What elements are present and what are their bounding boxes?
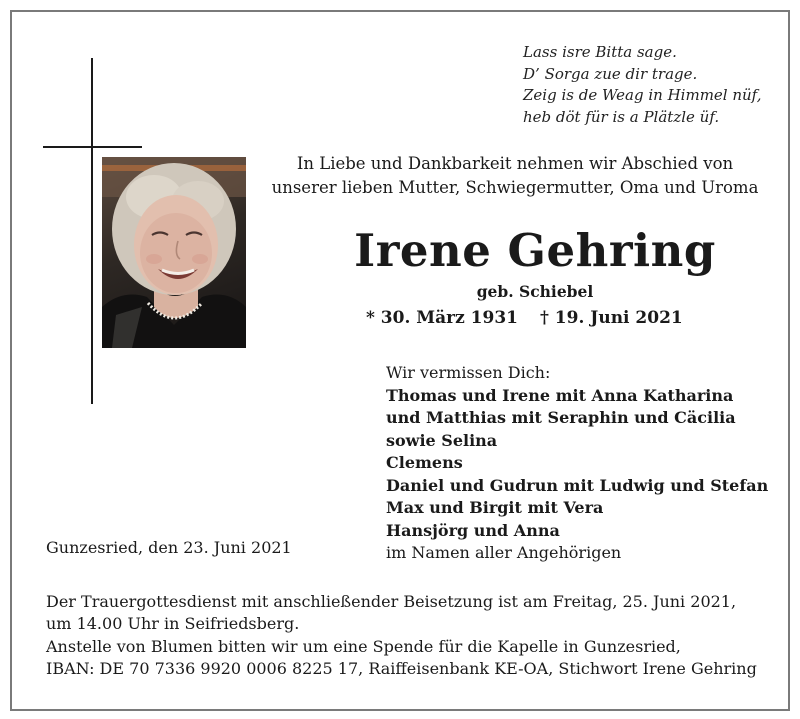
mourners-closing: im Namen aller Angehörigen bbox=[386, 543, 622, 562]
footer-line: Der Trauergottesdienst mit anschließender Beisetzung ist am Freitag, 25. Juni 2021, bbox=[46, 592, 737, 611]
mourner-line: Hansjörg und Anna bbox=[386, 520, 560, 540]
mourner-line: sowie Selina bbox=[386, 430, 498, 450]
mourner-line: Max und Birgit mit Vera bbox=[386, 498, 604, 517]
poem-line: D’ Sorga zue dir trage. bbox=[523, 64, 698, 83]
mourners-heading: Wir vermissen Dich: bbox=[386, 363, 551, 382]
poem-line: Lass isre Bitta sage. bbox=[523, 43, 677, 61]
mourner-line: und Matthias mit Seraphin und Cäcilia bbox=[386, 408, 736, 427]
poem bbox=[523, 42, 761, 128]
portrait-illustration bbox=[102, 157, 246, 348]
mourners-block bbox=[386, 362, 768, 565]
cross-horizontal-bar bbox=[43, 146, 142, 148]
place-and-date: Gunzesried, den 23. Juni 2021 bbox=[46, 538, 292, 557]
death-date: † 19. Juni 2021 bbox=[539, 308, 683, 328]
cross-vertical-bar bbox=[91, 58, 93, 404]
poem-line: Zeig is de Weag in Himmel nüf, bbox=[523, 86, 762, 104]
footer-line: IBAN: DE 70 7336 9920 0006 8225 17, Raiffeisenbank KE-OA, Stichwort Irene Gehring bbox=[46, 658, 757, 678]
footer-line: um 14.00 Uhr in Seifriedsberg. bbox=[46, 614, 300, 634]
mourner-line: Clemens bbox=[386, 453, 463, 472]
birth-name: geb. Schiebel bbox=[476, 282, 594, 301]
deceased-name: Irene Gehring bbox=[354, 224, 716, 277]
mourner-line: Daniel und Gudrun mit Ludwig und Stefan bbox=[386, 475, 769, 495]
birth-date: * 30. März 1931 bbox=[366, 308, 518, 328]
portrait-photo bbox=[102, 157, 246, 348]
intro-line: unserer lieben Mutter, Schwiegermutter, Oma und Uroma bbox=[271, 178, 759, 197]
intro-text bbox=[270, 152, 760, 200]
service-info bbox=[46, 591, 757, 680]
footer-line: Anstelle von Blumen bitten wir um eine Spende für die Kapelle in Gunzesried, bbox=[46, 636, 681, 656]
mourner-line: Thomas und Irene mit Anna Katharina bbox=[386, 385, 734, 405]
life-dates bbox=[366, 308, 683, 328]
intro-line: In Liebe und Dankbarkeit nehmen wir Abschied von bbox=[296, 154, 734, 173]
poem-line: heb döt für is a Plätzle üf. bbox=[523, 107, 720, 126]
